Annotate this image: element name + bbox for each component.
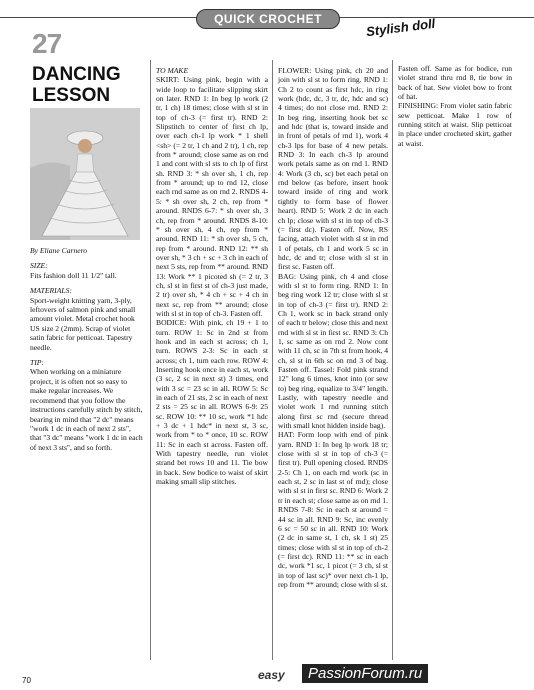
left-info: [30, 246, 144, 458]
column-skirt-bodice: [156, 66, 268, 486]
column-finishing: [398, 64, 512, 148]
bodice-text: BODICE: With pink, ch 19 + 1 to turn. ROW 1: Sc in 2nd st from hook and in each st across; ch 1, turn. ROWS 2-3: Sc in each st across; ch 1, turn each row. ROW 4: Inserting hook once in each st, work (3 sc, 2 sc in next st) 3 times, end with 3 sc = 23 sc in all. ROW 5: Sc in each of 21 sts, 2 sc in each of next 2 sts = 25 sc in all. ROWS 6-9: 25 sc. ROW 10: ** 10 sc, work *1 hdc + 3 dc + 1 hdc* in next st, 3 sc, work from * to * once, 10 sc. ROW 11: Sc in each st across. Fasten off. With tapestry needle, run violet strand bet rows 10 and 11. Tie bow in back. Sew bodice to waist of skirt making small slip stitches.: [156, 318, 268, 487]
section-label: Stylish doll: [365, 15, 436, 40]
title-line-1: DANCING: [32, 64, 121, 85]
materials-text: Sport-weight knitting yarn, 3-ply, leftovers of salmon pink and small amount violet. Metal crochet hook US size 2 (2mm). Scrap of violet satin fabric for petticoat. Tapestry needle.: [30, 295, 136, 352]
column-flower-bag-hat: [278, 66, 388, 589]
doll-illustration: [30, 108, 140, 240]
title-line-2: LESSON: [32, 85, 111, 106]
column-rule-2: [272, 60, 273, 660]
column-rule-1: [150, 60, 151, 660]
column-rule-3: [392, 60, 393, 660]
watermark: PassionForum.ru: [302, 664, 428, 683]
tip-heading: TIP:: [30, 358, 44, 368]
doll-photo: [30, 108, 140, 240]
page-number: 70: [22, 676, 31, 685]
size-heading: SIZE:: [30, 261, 48, 271]
magazine-name: easy: [258, 668, 285, 682]
materials-heading: MATERIALS:: [30, 286, 72, 296]
size-text: Fits fashion doll 11 1/2" tall.: [30, 270, 117, 280]
bag-text: BAG: Using pink, ch 4 and close with sl st to form ring. RND 1: In beg ring work 12 tr; close with sl st in top of ch-3 (= first tr). RND 2: Ch 1, work sc in back strand only of each tr below; close this and next rnd with sl st in first sc. RND 3: Ch 1, sc same as on rnd 2. Now cont with 11 ch, sc in 7th st from hook, 4 ch, sl st in 6th sc on rnd 3 of bag. Fasten off. Tassel: Fold pink strand 12" long 6 times, knot into (or sew to) beg ring, equalize to 3/4" length. Lastly, with tapestry needle and violet work 1 rnd running stitch along first sc rnd (secure thread with small knot hidden inside bag).: [278, 271, 388, 431]
credit: By Eliane Carnero: [30, 246, 88, 255]
hat-text: HAT: Form loop with end of pink yarn. RND 1: In beg lp work 18 tr; close with sl st in top of ch-3 (= first tr). Pull opening closed. RNDS 2-5: Ch 1, on each rnd work (sc in each st, 2 sc in last st of rnd); close with sl st in first sc. RND 6: Work 2 tr in each st; close same as on rnd 1. RNDS 7-8: Sc in each st around = 44 sc in all. RND 9: Sc, inc evenly 6 sc = 50 sc in all. RND 10: Work (2 dc in same st, 1 ch, sk 1 st) 25 times; close with sl st in top of ch-2 (= first dc). RND 11: ** sc in each dc, work *1 sc, 1 picot (= 3 ch, sl st in top of last sc)* over next ch-1 lp, rep from ** around; close with sl st.: [278, 430, 388, 589]
tip-text: When working on a miniature project, it is often not so easy to make regular increases. We recommend that you follow the instructions carefully stitch by stitch, bearing in mind that "2 dc" means "work 1 dc in each of next 2 sts", that "3 dc" means "work 1 dc in each of next 3 sts", and so forth.: [30, 367, 143, 452]
fasten-text: Fasten off. Same as for bodice, run violet strand thru rnd 8, tie bow in back of hat. Sew violet bow to front of hat.: [398, 64, 512, 102]
pattern-number: 27: [32, 28, 62, 59]
header-banner: [0, 0, 534, 40]
finishing-text: FINISHING: From violet satin fabric sew petticoat. Make 1 row of running stitch at waist. Slip petticoat in place under crocheted skirt, gather at waist.: [398, 101, 512, 148]
quick-crochet-badge: QUICK CROCHET: [196, 9, 340, 29]
flower-text: FLOWER: Using pink, ch 20 and join with sl st to form ring. RND 1: Ch 2 to count as first hdc, in ring work (hdc, dc, 3 tr, dc, hdc and sc) 4 times; do not close rnd. RND 2: In beg ring, inserting hook bet sc and hdc (that is, toward inside and in front of petals of rnd 1), work 4 ch-3 lps for base of 4 new petals. RND 3: In each ch-3 lp around work petals same as on rnd 1. RND 4: Work (3 ch, sc) bet each petal on rnd below (as before, insert hook toward inside of ring and work tightly to form base of flower heart). RND 5: Work 2 dc in each ch lp; close with sl st in top of ch-3 (= first dc). Fasten off. Now, RS facing, attach violet with sl st in rnd 1 of petals, ch 1 and work 5 sc in hdc, dc and tr; close with sl st in first sc. Fasten off.: [278, 66, 388, 272]
to-make-heading: TO MAKE: [156, 66, 189, 75]
pattern-title: [32, 64, 121, 106]
skirt-text: SKIRT: Using pink, begin with a wide loop to facilitate slipping skirt on later. RND 1: In beg lp work (2 tr, 1 ch) 18 times; close with sl st in top of ch-3 (= first tr). RND 2: Slipstitch to center of first ch lp, over each ch-1 lp work * 1 shell <sh> (= 2 tr, 1 ch and 2 tr), 1 ch, rep from * around; close same as on rnd 1 and cont with sl sts to ch lp of first sh. RND 3: * sh over sh, 1 ch, rep from * around; up to rnd 12, close each rnd same as on rnd 2. RNDS 4-5: * sh over sh, 2 ch, rep from * around. RNDS 6-7: * sh over sh, 3 ch, rep from * around. RNDS 8-10: * sh over sh, 4 ch, rep from * around. RND 11: * sh over sh, 5 ch, rep from * around. RND 12: ** sh over sh, * 3 ch + sc + 3 ch in each of next 5 sts, rep from ** around. RND 13: Work ** 1 picoted sh (= 2 tr, 3 ch, sl st in first st of ch-3 just made, 2 tr) over sh, * 4 ch + sc + 4 ch in next sc, rep from ** around; close with sl st in top of ch-3. Fasten off.: [156, 75, 268, 318]
